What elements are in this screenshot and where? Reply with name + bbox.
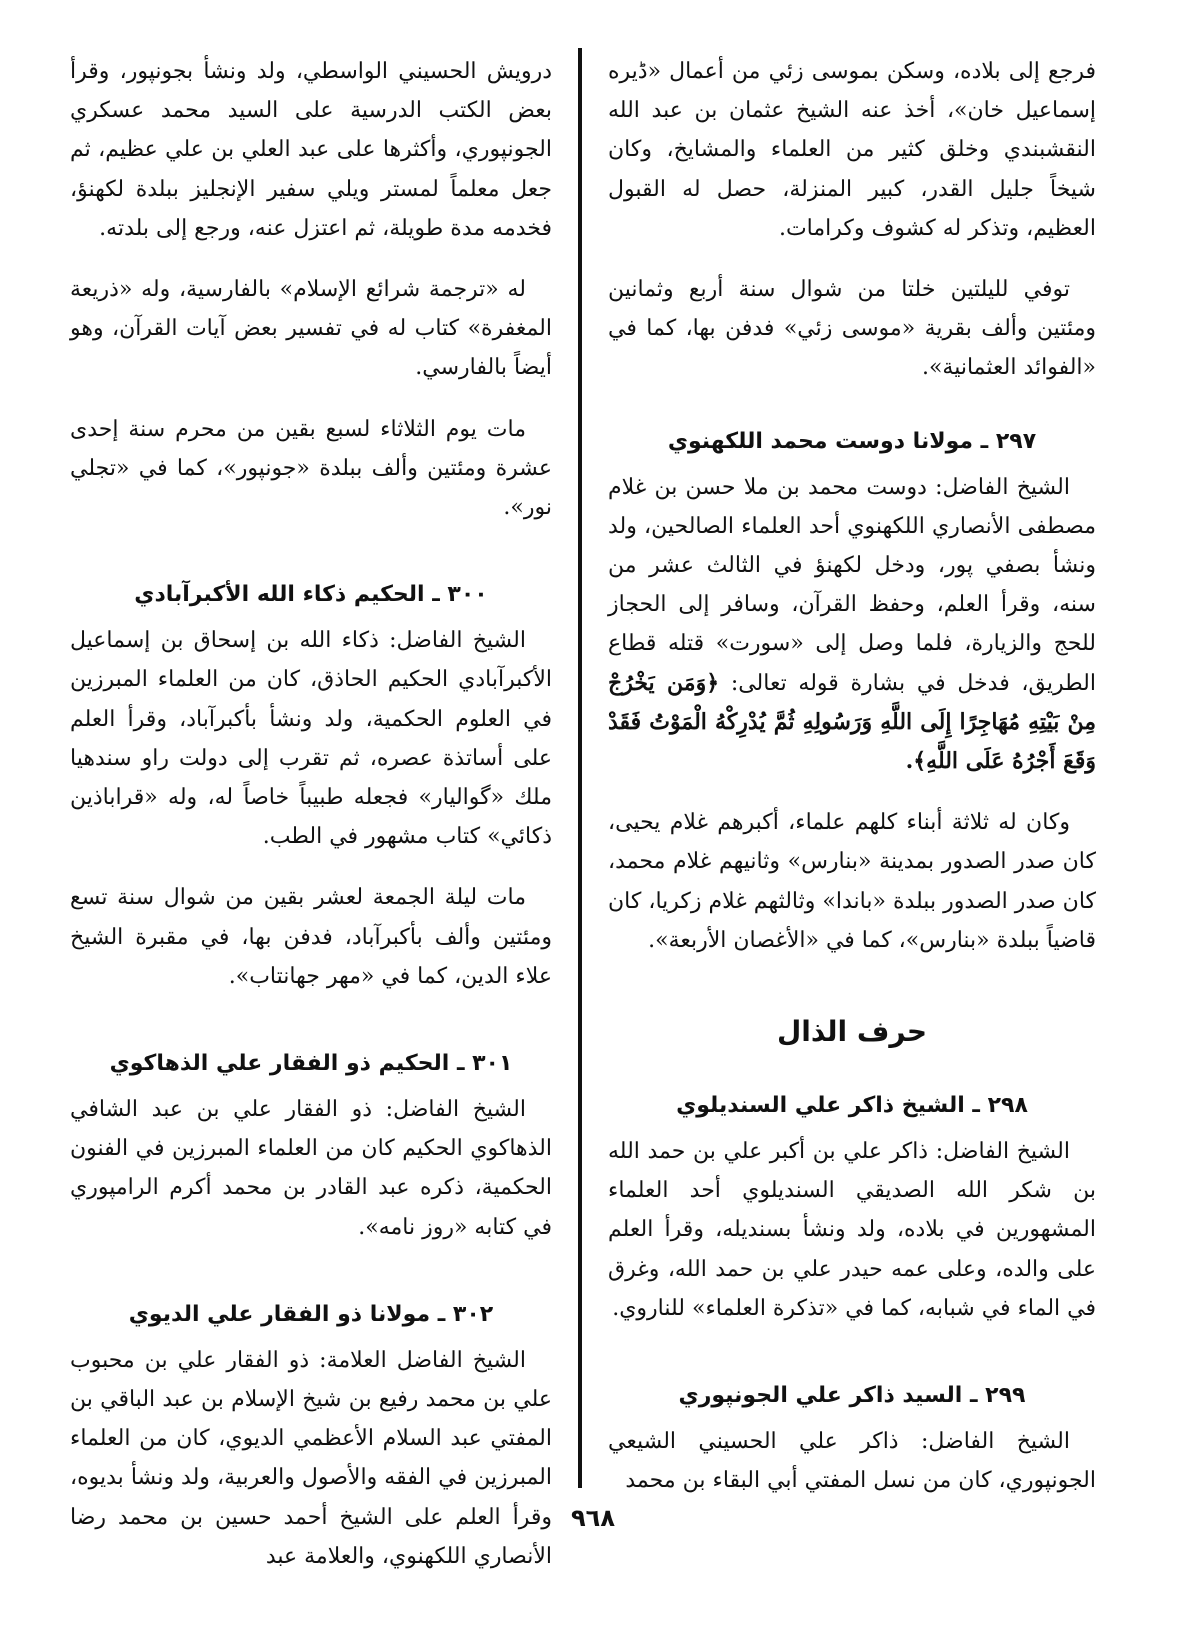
paragraph: مات ليلة الجمعة لعشر بقين من شوال سنة تسع ومئتين وألف بأكبرآباد، فدفن بها، في مقبرة الشيخ علاء الدين، كما في «مهر جهانتاب». (70, 885, 552, 989)
paragraph: درويش الحسيني الواسطي، ولد ونشأ بجونپور، وقرأ بعض الكتب الدرسية على السيد محمد عسكري الجونپوري، وأكثرها على عبد العلي بن علي عظيم، ثم جعل معلماً لمستر ويلي سفير الإنجليز ببلدة لكهنؤ، فخدمه مدة طويلة، ثم اعتزل عنه، ورجع إلى بلدته. (70, 59, 552, 241)
entry-heading-297: ٢٩٧ ـ مولانا دوست محمد اللكهنوي (667, 428, 1037, 454)
entry-heading-302: ٣٠٢ ـ مولانا ذو الفقار علي الديوي (128, 1301, 494, 1327)
paragraph (608, 468, 1096, 782)
quran-verse: ﴿وَمَن يَخْرُجْ مِنْ بَيْتِهِ مُهَاجِرًا إِلَى اللَّهِ وَرَسُولِهِ ثُمَّ يُدْرِكْهُ الْمَوْتُ فَقَدْ وَقَعَ أَجْرُهُ عَلَى اللَّهِ﴾. (608, 669, 1096, 775)
left-column (70, 52, 552, 1598)
paragraph: الشيخ الفاضل: ذو الفقار علي بن عبد الشافي الذهاكوي الحكيم كان من العلماء المبرزين في الفنون الحكمية، ذكره عبد القادر بن محمد أكرم الرامپوري في كتابه «روز نامه». (70, 1097, 552, 1240)
entry-text: الشيخ الفاضل: دوست محمد بن ملا حسن بن غلام مصطفى الأنصاري اللكهنوي أحد العلماء الصالحين، ولد ونشأ بصفي پور، ودخل لكهنؤ في الثالث عشر من سنه، وقرأ العلم، وحفظ القرآن، وسافر إلى الحجاز للحج والزيارة، فلما وصل إلى «سورت» قتله قطاع الطريق، فدخل في بشارة قوله تعالى: (608, 474, 1096, 696)
column-divider (578, 48, 582, 1488)
entry-heading-299: ٢٩٩ ـ السيد ذاكر علي الجونپوري (678, 1383, 1026, 1409)
paragraph: الشيخ الفاضل: ذكاء الله بن إسحاق بن إسماعيل الأكبرآبادي الحكيم الحاذق، كان من العلماء المبرزين في العلوم الحكمية، ولد ونشأ بأكبرآباد، وقرأ العلم على أساتذة عصره، ثم تقرب إلى دولت راو سندهيا ملك «گواليار» فجعله طبيباً خاصاً له، وله «قراباذين ذكائي» كتاب مشهور في الطب. (70, 628, 552, 850)
paragraph: توفي لليلتين خلتا من شوال سنة أربع وثمانين ومئتين وألف بقرية «موسى زئي» فدفن بها، كما في «الفوائد العثمانية». (608, 277, 1096, 381)
right-column (608, 52, 1096, 1522)
paragraph: الشيخ الفاضل: ذاكر علي الحسيني الشيعي الجونپوري، كان من نسل المفتي أبي البقاء بن محمد (608, 1429, 1096, 1494)
page-number: ٩٦٨ (571, 1504, 615, 1532)
paragraph: وكان له ثلاثة أبناء كلهم علماء، أكبرهم غلام يحيى، كان صدر الصدور بمدينة «بنارس» وثانيهم غلام محمد، كان صدر الصدور ببلدة «باندا» وثالثهم غلام زكريا، كان قاضياً ببلدة «بنارس»، كما في «الأغصان الأربعة». (608, 810, 1096, 953)
paragraph: الشيخ الفاضل العلامة: ذو الفقار علي بن محبوب علي بن محمد رفيع بن شيخ الإسلام بن عبد الباقي بن المفتي عبد السلام الأعظمي الديوي، كان من العلماء المبرزين في الفقه والأصول والعربية، ولد ونشأ بديوه، وقرأ العلم على الشيخ أحمد حسين بن محمد رضا الأنصاري اللكهنوي، والعلامة عبد (70, 1347, 552, 1569)
entry-heading-300: ٣٠٠ ـ الحكيم ذكاء الله الأكبرآبادي (134, 582, 488, 608)
paragraph: الشيخ الفاضل: ذاكر علي بن أكبر علي بن حمد الله بن شكر الله الصديقي السنديلوي أحد العلماء المشهورين في بلاده، ولد ونشأ بسنديله، وقرأ العلم على والده، وعلى عمه حيدر علي بن حمد الله، وغرق في الماء في شبابه، كما في «تذكرة العلماء» للناروي. (608, 1139, 1096, 1321)
paragraph: له «ترجمة شرائع الإسلام» بالفارسية، وله «ذريعة المغفرة» كتاب له في تفسير بعض آيات القرآن، وهو أيضاً بالفارسي. (70, 277, 552, 381)
entry-heading-298: ٢٩٨ ـ الشيخ ذاكر علي السنديلوي (676, 1093, 1028, 1119)
letter-section-heading: حرف الذال (776, 1015, 928, 1049)
entry-heading-301: ٣٠١ ـ الحكيم ذو الفقار علي الذهاكوي (109, 1051, 513, 1077)
paragraph: فرجع إلى بلاده، وسكن بموسى زئي من أعمال «ڈيره إسماعيل خان»، أخذ عنه الشيخ عثمان بن عبد الله النقشبندي وخلق كثير من العلماء والمشايخ، وكان شيخاً جليل القدر، كبير المنزلة، حصل له القبول العظيم، وتذكر له كشوف وكرامات. (608, 59, 1096, 241)
paragraph: مات يوم الثلاثاء لسبع بقين من محرم سنة إحدى عشرة ومئتين وألف ببلدة «جونپور»، كما في «تجلي نور». (70, 416, 552, 521)
